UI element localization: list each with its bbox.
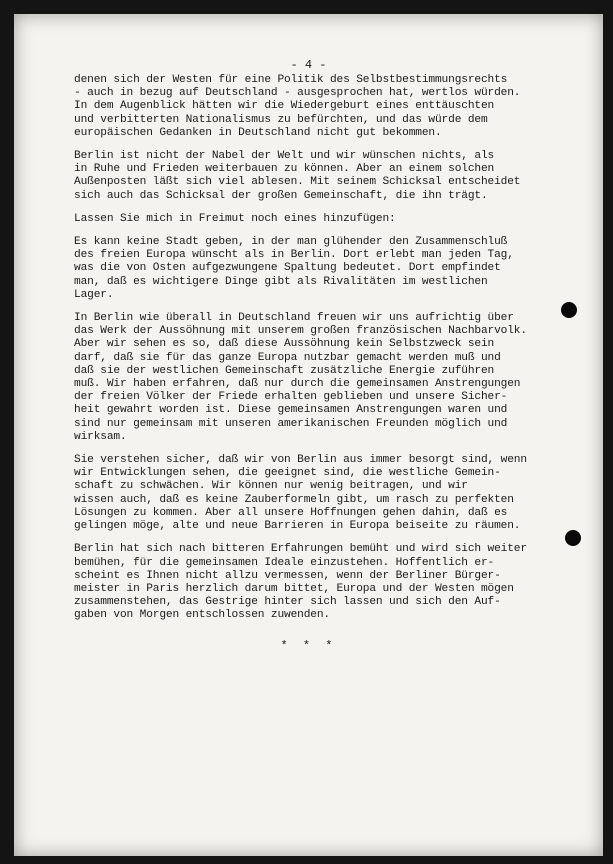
punch-hole bbox=[565, 530, 581, 546]
text-line: wir Entwicklungen sehen, die geeignet sind, die westliche Gemein- bbox=[74, 467, 501, 480]
text-line: schaft zu schwächen. Wir können nur wenig beitragen, und wir bbox=[74, 480, 468, 493]
text-line: des freien Europa wünscht als in Berlin. Dort erlebt man jeden Tag, bbox=[74, 249, 514, 262]
document-page bbox=[14, 14, 603, 856]
text-line: In Berlin wie überall in Deutschland freuen wir uns aufrichtig über bbox=[74, 312, 514, 325]
paragraph bbox=[74, 312, 579, 444]
text-line: gelingen möge, alte und neue Barrieren in Europa beiseite zu räumen. bbox=[74, 520, 521, 533]
text-line: heit gewahrt worden ist. Diese gemeinsamen Anstrengungen waren und bbox=[74, 404, 508, 417]
text-line: meister in Paris herzlich darum bittet, Europa und der Westen mögen bbox=[74, 582, 514, 595]
text-line: daß sie der westlichen Gemeinschaft zusätzliche Energie zuführen bbox=[74, 364, 495, 377]
closing-ornament: * * * bbox=[280, 639, 337, 653]
text-line: Außenposten läßt sich viel ablesen. Mit seinem Schicksal entscheidet bbox=[74, 176, 521, 189]
text-line: Lager. bbox=[74, 288, 114, 301]
text-line: Lösungen zu kommen. Aber all unsere Hoffnungen gehen dahin, daß es bbox=[74, 506, 508, 519]
text-line: und verbitterten Nationalismus zu befürchten, und das würde dem bbox=[74, 113, 488, 126]
paragraph bbox=[74, 213, 579, 226]
text-line: sind nur gemeinsam mit unseren amerikanischen Freunden möglich und bbox=[74, 417, 508, 430]
text-line: europäischen Gedanken in Deutschland nicht gut bekommen. bbox=[74, 126, 442, 139]
text-line: in Ruhe und Frieden weiterbauen zu können. Aber an einem solchen bbox=[74, 163, 495, 176]
text-line: scheint es Ihnen nicht allzu vermessen, wenn der Berliner Bürger- bbox=[74, 569, 501, 582]
text-line: was die von Osten aufgezwungene Spaltung bedeutet. Dort empfindet bbox=[74, 262, 501, 275]
text-line: wirksam. bbox=[74, 430, 127, 443]
text-line: Berlin ist nicht der Nabel der Welt und wir wünschen nichts, als bbox=[74, 150, 495, 163]
page-number: - 4 - bbox=[290, 58, 327, 72]
text-line: Es kann keine Stadt geben, in der man glühender den Zusammenschluß bbox=[74, 236, 508, 249]
paragraph bbox=[74, 74, 579, 140]
text-line: wissen auch, daß es keine Zauberformeln gibt, um rasch zu perfekten bbox=[74, 493, 514, 506]
paragraph bbox=[74, 236, 579, 302]
paragraph bbox=[74, 150, 579, 203]
text-line: denen sich der Westen für eine Politik des Selbstbestimmungsrechts bbox=[74, 74, 508, 86]
text-line: Aber wir sehen es so, daß diese Aussöhnung kein Selbstzweck sein bbox=[74, 338, 495, 351]
text-line: muß. Wir haben erfahren, daß nur durch die gemeinsamen Anstrengungen bbox=[74, 378, 521, 391]
text-line: sich auch das Schicksal der großen Gemeinschaft, die ihn trägt. bbox=[74, 189, 488, 202]
paragraph bbox=[74, 543, 579, 622]
text-line: Lassen Sie mich in Freimut noch eines hinzufügen: bbox=[74, 212, 396, 225]
text-line: bemühen, für die gemeinsamen Ideale einzustehen. Hoffentlich er- bbox=[74, 556, 495, 569]
text-line: Sie verstehen sicher, daß wir von Berlin aus immer besorgt sind, wenn bbox=[74, 454, 527, 467]
text-line: darf, daß sie für das ganze Europa nutzbar gemacht werden muß und bbox=[74, 351, 501, 364]
punch-hole bbox=[561, 302, 577, 318]
text-line: das Werk der Aussöhnung mit unserem großen französischen Nachbarvolk. bbox=[74, 325, 527, 338]
text-line: - auch in bezug auf Deutschland - ausgesprochen hat, wertlos würden. bbox=[74, 87, 521, 100]
paragraph bbox=[74, 454, 579, 533]
text-line: der freien Völker der Friede erhalten geblieben und unsere Sicher- bbox=[74, 391, 508, 404]
text-line: man, daß es wichtigere Dinge gibt als Rivalitäten im westlichen bbox=[74, 275, 488, 288]
text-line: Berlin hat sich nach bitteren Erfahrungen bemüht und wird sich weiter bbox=[74, 543, 527, 556]
text-line: zusammenstehen, das Gestrige hinter sich lassen und sich den Auf- bbox=[74, 596, 501, 609]
text-line: gaben von Morgen entschlossen zuwenden. bbox=[74, 609, 330, 622]
body-text bbox=[74, 74, 579, 633]
text-line: In dem Augenblick hätten wir die Wiedergeburt eines enttäuschten bbox=[74, 100, 495, 113]
